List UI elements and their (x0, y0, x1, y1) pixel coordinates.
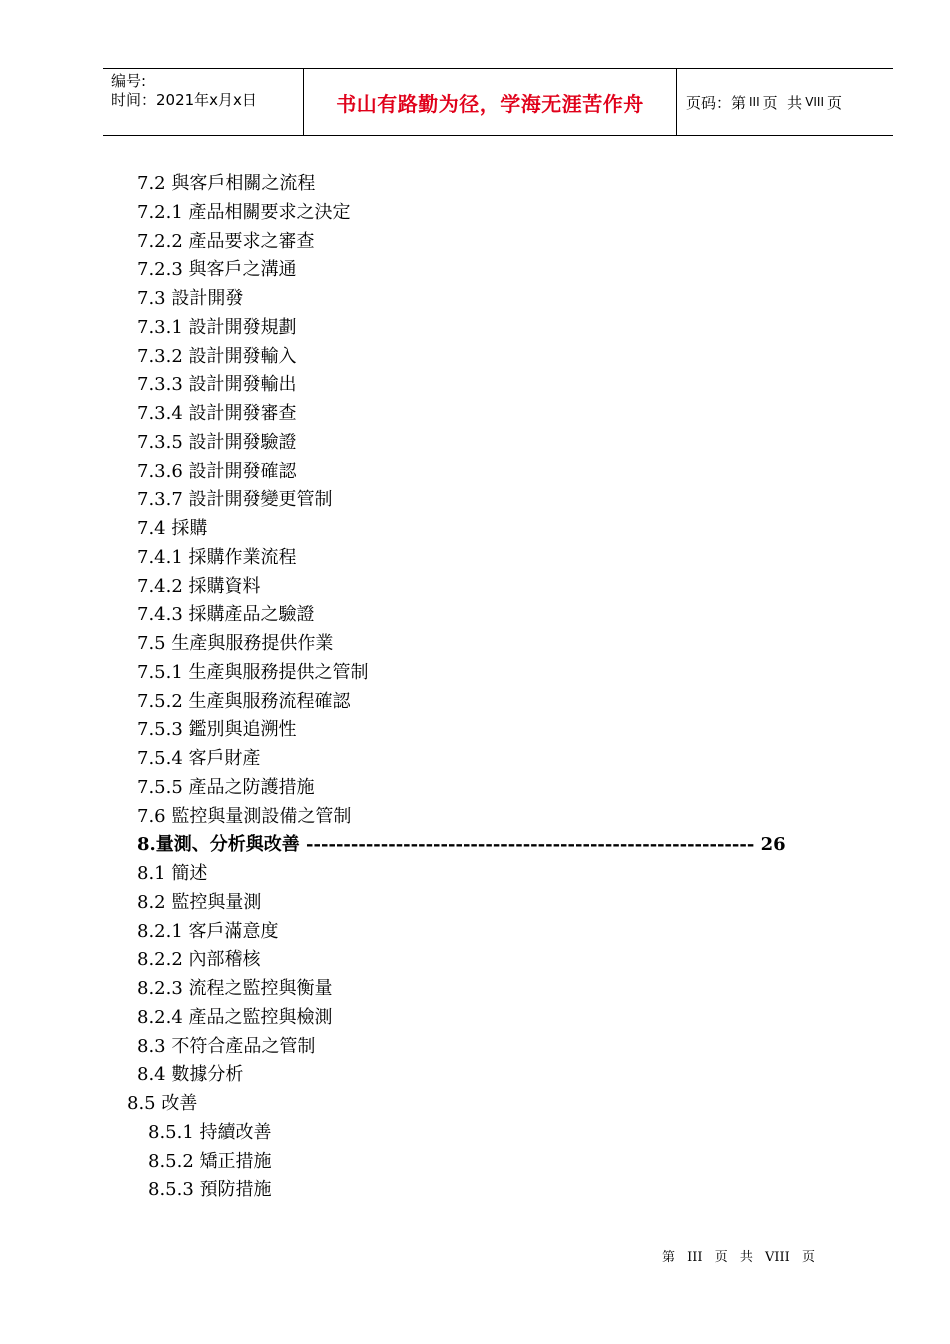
toc-entry: 7.3.4 設計開發審查 (137, 403, 297, 424)
toc-entry: 8.3 不符合產品之管制 (137, 1036, 316, 1057)
toc-entry: 7.5.5 產品之防護措施 (137, 777, 315, 798)
toc-entry: 7.2 與客戶相關之流程 (137, 173, 316, 194)
toc-entry: 8.5 改善 (127, 1093, 198, 1114)
toc-entry: 8.5.3 預防措施 (148, 1179, 272, 1200)
toc-entry: 7.3.7 設計開發變更管制 (137, 489, 333, 510)
page-mid: 页 共 (762, 93, 803, 112)
footer-word-3: 共 (739, 1250, 753, 1265)
toc-chapter-heading: 8.量測、分析與改善 ------------------------------------------------------------ 26 (137, 834, 786, 855)
toc-entry: 8.1 簡述 (137, 863, 208, 884)
toc-entry: 8.2.4 產品之監控與檢測 (137, 1007, 333, 1028)
footer-current-page: III (687, 1250, 703, 1265)
toc-entry: 7.6 監控與量測設備之管制 (137, 806, 352, 827)
toc-entry: 8.2.1 客戶滿意度 (137, 921, 279, 942)
toc-entry: 7.5.2 生產與服務流程確認 (137, 691, 351, 712)
header-motto: 书山有路勤为径，学海无涯苦作舟 (336, 91, 644, 116)
toc-entry: 7.5.3 鑑別與追溯性 (137, 719, 297, 740)
footer-word-2: 页 (714, 1250, 728, 1265)
header-info (103, 69, 303, 135)
toc-entry: 7.2.2 產品要求之審查 (137, 231, 315, 252)
toc-entry: 7.2.3 與客戶之溝通 (137, 259, 297, 280)
footer-word-4: 页 (801, 1250, 815, 1265)
footer-total-pages: VIII (765, 1250, 790, 1265)
toc-entry: 7.4.1 採購作業流程 (137, 547, 297, 568)
page-prefix: 页码：第 (686, 93, 747, 112)
toc-entry: 8.2.3 流程之監控與衡量 (137, 978, 333, 999)
toc-entry: 7.3.6 設計開發確認 (137, 461, 297, 482)
page-header (103, 68, 893, 136)
toc-entry: 7.3 設計開發 (137, 288, 244, 309)
toc-entry: 7.4.3 採購產品之驗證 (137, 604, 315, 625)
header-page-info (677, 69, 893, 135)
page-footer (662, 1246, 823, 1265)
toc-entry: 8.5.1 持續改善 (148, 1122, 272, 1143)
toc-entry: 7.4.2 採購資料 (137, 576, 261, 597)
toc-entry: 7.4 採購 (137, 518, 208, 539)
toc-entry: 7.2.1 產品相關要求之決定 (137, 202, 351, 223)
time-label: 时间：2021年x月x日 (111, 91, 257, 109)
footer-word-1: 第 (662, 1250, 676, 1265)
toc-entry: 7.3.5 設計開發驗證 (137, 432, 297, 453)
toc-entry: 8.4 數據分析 (137, 1064, 244, 1085)
toc-entry: 7.3.1 設計開發規劃 (137, 317, 297, 338)
toc-entry: 8.5.2 矯正措施 (148, 1151, 272, 1172)
number-label: 编号: (111, 72, 147, 90)
toc-entry: 7.5.4 客戶財產 (137, 748, 261, 769)
page-current: III (749, 95, 760, 109)
toc-entry: 7.3.3 設計開發輸出 (137, 374, 297, 395)
toc-entry: 8.2 監控與量測 (137, 892, 262, 913)
toc-entry: 7.5.1 生產與服務提供之管制 (137, 662, 369, 683)
page-suffix: 页 (827, 93, 843, 112)
page-total: VIII (805, 95, 825, 109)
header-motto-cell (303, 69, 677, 135)
toc-entry: 7.5 生產與服務提供作業 (137, 633, 334, 654)
toc-entry: 8.2.2 內部稽核 (137, 949, 261, 970)
toc-entry: 7.3.2 設計開發輸入 (137, 346, 297, 367)
